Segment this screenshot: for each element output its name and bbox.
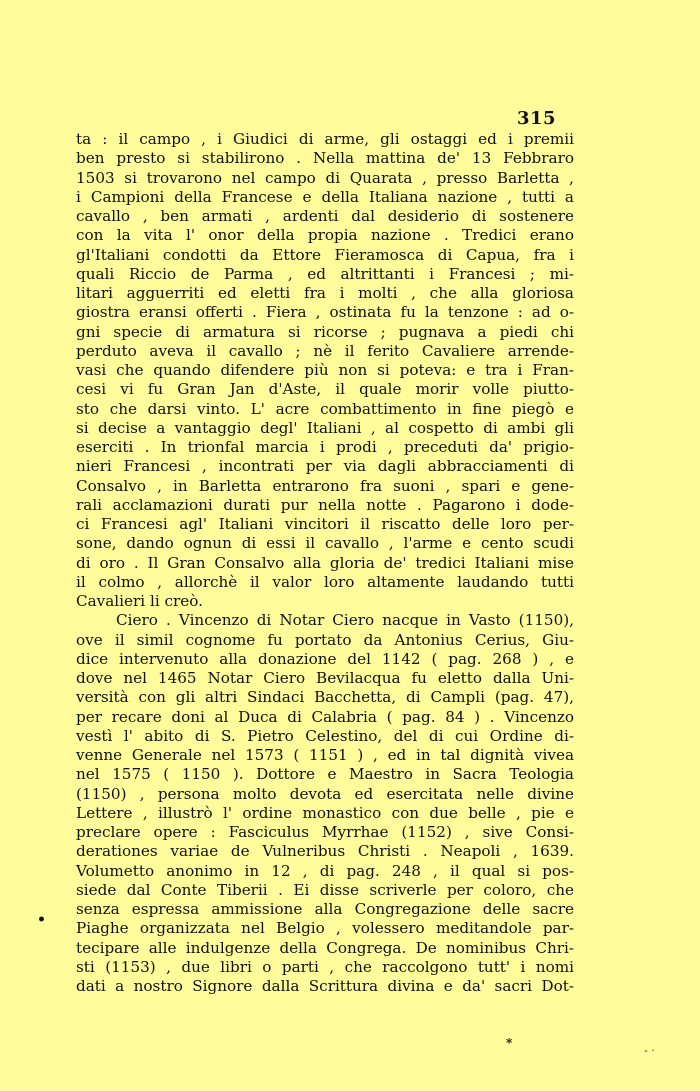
corner-mark: - · bbox=[644, 1044, 655, 1057]
text-line: vasi che quando difendere più non si poteva: e tra i Fran- bbox=[76, 361, 574, 379]
text-line: Ciero . Vincenzo di Notar Ciero nacque in Vasto (1150), bbox=[116, 611, 574, 630]
text-line: per recare doni al Duca di Calabria ( pag. 84 ) . Vincenzo bbox=[76, 707, 574, 726]
text-line: Cavalieri li creò. bbox=[76, 592, 203, 610]
text-line: con la vita l' onor della propia nazione . Tredici erano bbox=[76, 226, 574, 245]
text-line: si decise a vantaggio degl' Italiani , al cospetto di ambi gli bbox=[76, 418, 574, 437]
text-line: 1503 si trovarono nel campo di Quarata , presso Barletta , bbox=[76, 168, 574, 187]
text-line: Consalvo , in Barletta entrarono fra suoni , spari e gene- bbox=[76, 476, 574, 495]
text-line: Piaghe organizzata nel Belgio , volessero meditandole par- bbox=[76, 919, 574, 938]
text-line: rali acclamazioni durati pur nella notte . Pagarono i dode- bbox=[76, 495, 574, 514]
text-line: il colmo , allorchè il valor loro altamente laudando tutti bbox=[76, 572, 574, 591]
signature-mark: * bbox=[506, 1036, 513, 1050]
text-line: Volumetto anonimo in 12 , di pag. 248 , il qual si pos- bbox=[76, 861, 574, 880]
text-line: Lettere , illustrò l' ordine monastico con due belle , pie e bbox=[76, 803, 574, 822]
text-line: eserciti . In trionfal marcia i prodi , preceduti da' prigio- bbox=[76, 438, 574, 456]
text-line: sti (1153) , due libri o parti , che raccolgono tutt' i nomi bbox=[76, 957, 574, 976]
text-line: perduto aveva il cavallo ; nè il ferito Cavaliere arrende- bbox=[76, 341, 574, 360]
text-line: senza espressa ammissione alla Congregazione delle sacre bbox=[76, 900, 574, 918]
text-line: sone, dando ognun di essi il cavallo , l'arme e cento scudi bbox=[76, 534, 574, 553]
page-number: 315 bbox=[517, 108, 557, 129]
text-line: dove nel 1465 Notar Ciero Bevilacqua fu eletto dalla Uni- bbox=[76, 669, 574, 687]
margin-dot-mark: • bbox=[37, 912, 46, 928]
text-line: venne Generale nel 1573 ( 1151 ) , ed in tal dignità vivea bbox=[76, 746, 574, 764]
text-line: ben presto si stabilirono . Nella mattina de' 13 Febbraro bbox=[76, 149, 574, 168]
text-line: derationes variae de Vulneribus Christi . Neapoli , 1639. bbox=[76, 842, 574, 861]
text-line: giostra eransi offerti . Fiera , ostinata fu la tenzone : ad o- bbox=[76, 303, 574, 322]
text-line: dice intervenuto alla donazione del 1142 ( pag. 268 ) , e bbox=[76, 649, 574, 668]
text-line: ci Francesi agl' Italiani vincitori il riscatto delle loro per- bbox=[76, 515, 574, 533]
text-line: preclare opere : Fasciculus Myrrhae (1152) , sive Consi- bbox=[76, 823, 574, 841]
text-line: i Campioni della Francese e della Italiana nazione , tutti a bbox=[76, 187, 574, 206]
text-line: tecipare alle indulgenze della Congrega. De nominibus Chri- bbox=[76, 938, 574, 957]
text-line: (1150) , persona molto devota ed esercitata nelle divine bbox=[76, 784, 574, 803]
text-line: ove il simil cognome fu portato da Antonius Cerius, Giu- bbox=[76, 630, 574, 649]
text-line: versità con gli altri Sindaci Bacchetta, di Campli (pag. 47), bbox=[76, 688, 574, 707]
text-line: vestì l' abito di S. Pietro Celestino, del di cui Ordine di- bbox=[76, 726, 574, 745]
text-line: nel 1575 ( 1150 ). Dottore e Maestro in Sacra Teologia bbox=[76, 765, 574, 784]
text-line: di oro . Il Gran Consalvo alla gloria de' tredici Italiani mise bbox=[76, 553, 574, 572]
text-line: litari agguerriti ed eletti fra i molti , che alla gloriosa bbox=[76, 284, 574, 302]
text-line: cesi vi fu Gran Jan d'Aste, il quale morir volle piutto- bbox=[76, 380, 574, 399]
text-line: nieri Francesi , incontrati per via dagli abbracciamenti di bbox=[76, 457, 574, 476]
text-line: quali Riccio de Parma , ed altrittanti i Francesi ; mi- bbox=[76, 264, 574, 283]
text-line: ta : il campo , i Giudici di arme, gli ostaggi ed i premii bbox=[76, 130, 574, 148]
text-line: sto che darsi vinto. L' acre combattimento in fine piegò e bbox=[76, 399, 574, 418]
text-line: gni specie di armatura si ricorse ; pugnava a piedi chi bbox=[76, 322, 574, 341]
body-text bbox=[76, 130, 574, 996]
text-line: siede dal Conte Tiberii . Ei disse scriverle per coloro, che bbox=[76, 880, 574, 899]
text-line: dati a nostro Signore dalla Scrittura divina e da' sacri Dot- bbox=[76, 977, 574, 995]
text-line: gl'Italiani condotti da Ettore Fieramosca di Capua, fra i bbox=[76, 245, 574, 264]
text-line: cavallo , ben armati , ardenti dal desiderio di sostenere bbox=[76, 207, 574, 225]
